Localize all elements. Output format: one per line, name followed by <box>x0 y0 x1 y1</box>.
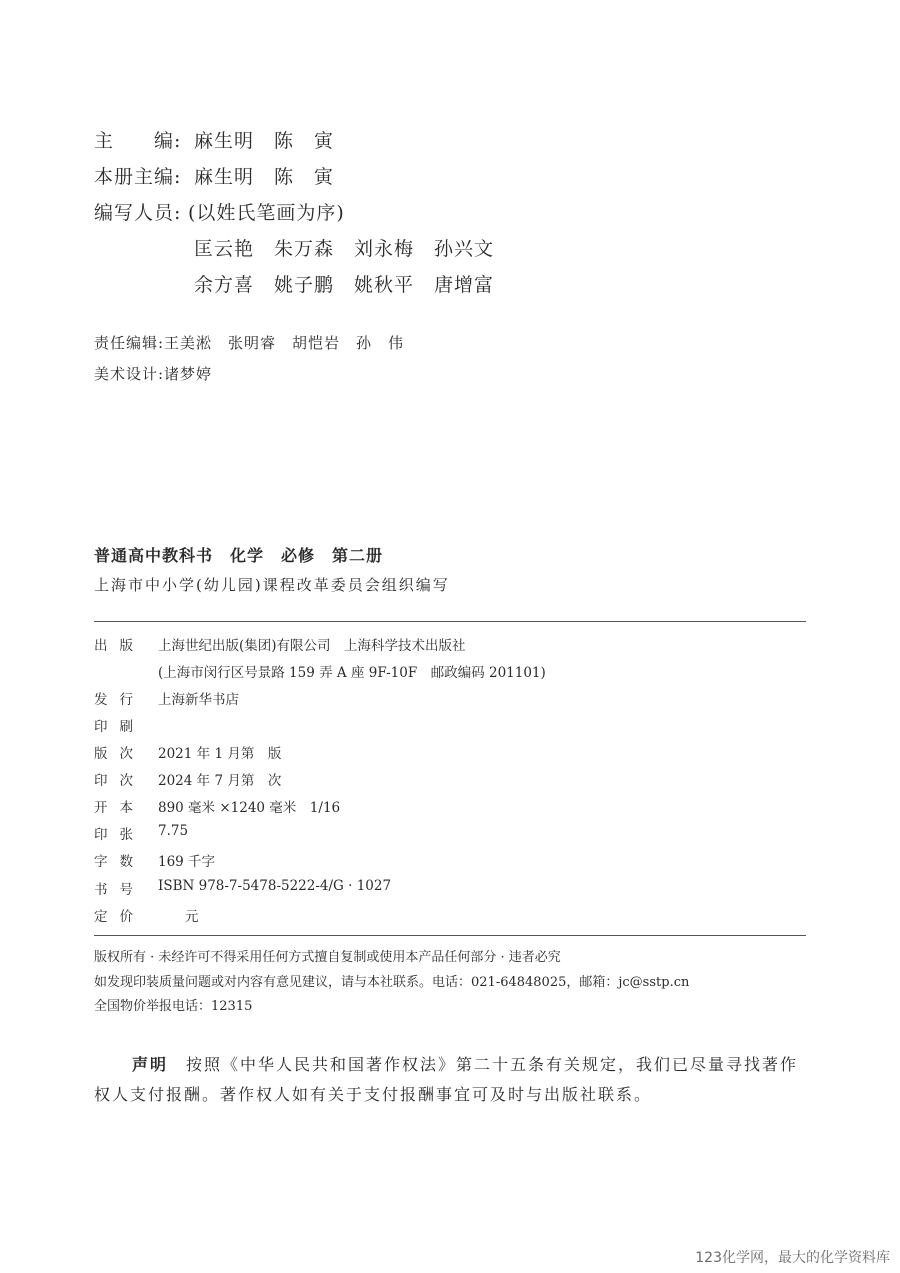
art-design: 美术设计:诸梦婷 <box>94 365 213 383</box>
info-label-sheets: 印张 <box>94 827 145 843</box>
info-label-edition: 版次 <box>94 746 145 762</box>
info-value-address: (上海市闵行区号景路 159 弄 A 座 9F-10F 邮政编码 201101) <box>158 665 546 681</box>
info-value-distributor: 上海新华书店 <box>158 692 239 708</box>
info-value-isbn: ISBN 978-7-5478-5222-4/G · 1027 <box>158 878 392 894</box>
info-label-price: 定价 <box>94 909 145 925</box>
volume-chief-editor-names: 麻生明 陈 寅 <box>194 166 335 188</box>
info-label-word-count: 字数 <box>94 854 145 870</box>
divider-bottom <box>94 935 806 936</box>
chief-editor-names: 麻生明 陈 寅 <box>194 130 335 152</box>
writers-order-note: (以姓氏笔画为序) <box>188 202 345 224</box>
info-value-sheets: 7.75 <box>158 823 189 839</box>
book-title: 普通高中教科书 化学 必修 第二册 <box>94 546 384 565</box>
price-hotline: 全国物价举报电话：12315 <box>94 999 253 1014</box>
declaration-text-1: 按照《中华人民共和国著作权法》第二十五条有关规定，我们已尽量寻找著作 <box>186 1055 799 1074</box>
site-watermark: 123化学网，最大的化学资料库 <box>695 1250 890 1266</box>
declaration-line-1 <box>132 1052 798 1075</box>
info-label-publisher: 出版 <box>94 638 145 654</box>
divider-top <box>94 621 806 622</box>
declaration-label: 声明 <box>132 1055 169 1074</box>
info-value-publisher: 上海世纪出版(集团)有限公司 上海科学技术出版社 <box>158 638 466 654</box>
info-value-printing: 2024 年 7 月第 次 <box>158 773 282 789</box>
info-label-isbn: 书号 <box>94 882 145 898</box>
info-value-word-count: 169 千字 <box>158 854 216 870</box>
volume-chief-editor-label: 本册主编: <box>94 166 182 188</box>
info-value-format: 890 毫米 ×1240 毫米 1/16 <box>158 800 341 816</box>
info-label-distributor: 发行 <box>94 692 145 708</box>
copyright-notice: 版权所有 · 未经许可不得采用任何方式擅自复制或使用本产品任何部分 · 违者必究 <box>94 950 561 965</box>
info-label-format: 开本 <box>94 800 145 816</box>
chief-editor-label: 主 编: <box>94 130 182 152</box>
writers-label: 编写人员: <box>94 202 182 224</box>
info-value-price: 元 <box>158 909 199 925</box>
writers-names-line-1: 匡云艳 朱万森 刘永梅 孙兴文 <box>194 238 495 260</box>
writers-names-line-2: 余方喜 姚子鹏 姚秋平 唐增富 <box>194 274 495 296</box>
contact-notice: 如发现印装质量问题或对内容有意见建议，请与本社联系。电话：021-64848025，邮箱：jc@sstp.cn <box>94 975 690 990</box>
responsible-editors: 责任编辑:王美淞 张明睿 胡恺岩 孙 伟 <box>94 334 405 352</box>
info-label-printer: 印刷 <box>94 719 145 735</box>
declaration-line-2: 权人支付报酬。著作权人如有关于支付报酬事宜可及时与出版社联系。 <box>94 1085 653 1104</box>
book-compiler: 上海市中小学(幼儿园)课程改革委员会组织编写 <box>94 576 450 594</box>
info-value-edition: 2021 年 1 月第 版 <box>158 746 282 762</box>
info-label-printing: 印次 <box>94 773 145 789</box>
